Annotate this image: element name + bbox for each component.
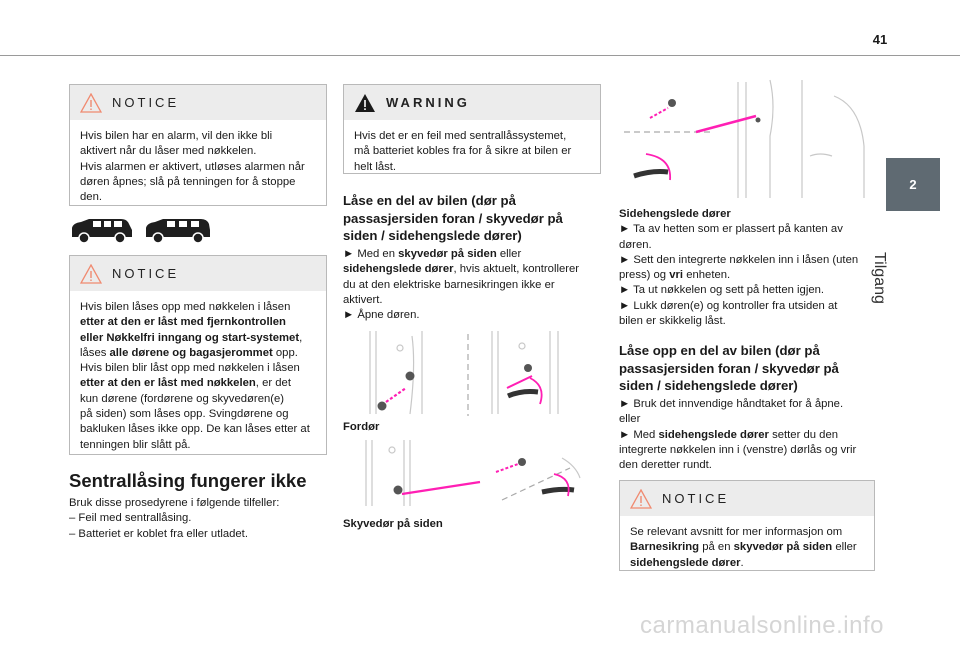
hinged-door-steps: Sidehengslede dører ► Ta av hetten som er plassert på kanten av døren. ► Sett den integrerte nøkkelen inn i låsen (uten press) og vri enheten. ► Ta ut nøkkelen og sett på hetten igjen. ► Lukk døren(e) og kontroller fra utsiden at bilen er skikkelig låst. [619, 207, 877, 329]
notice-line: sidehengslede dører. [630, 556, 744, 569]
warning-line: Hvis det er en feil med sentrallåssystemet, [354, 130, 567, 142]
notice-line: kun dørene (fordørene og skyvedøren(e) [80, 392, 285, 405]
list-item: – Batteriet er koblet fra eller utladet. [69, 527, 248, 540]
notice-line: den. [80, 191, 102, 204]
subsection-heading-unlock: Låse opp en del av bilen (dør på passasjersiden foran / skyvedør på siden / sidehengslede dører) [619, 343, 839, 393]
subsection-heading: Låse en del av bilen (dør på passasjersiden foran / skyvedør på siden / sidehengslede dører) [343, 193, 563, 243]
lock-instructions: ► Med en skyvedør på siden eller sidehengslede dører, hvis aktuelt, kontrollerer du at den elektriske barnesikringen ikke er aktivert. ► Åpne døren. [343, 248, 580, 322]
vehicle-van-long-icon [143, 216, 213, 244]
page-number: 41 [872, 32, 888, 47]
notice-line: Hvis alarmen er aktivert, utløses alarmen når [80, 160, 305, 173]
notice-line: Hvis bilen låses opp med nøkkelen i låsen [80, 301, 291, 313]
notice-line: bakluken låses ikke opp. De kan låses etter at [80, 423, 310, 436]
notice-line: etter at den er låst med fjernkontrollen [80, 316, 286, 329]
figure-caption-hinged: Sidehengslede dører [619, 208, 731, 220]
warning-label: WARNING [386, 95, 470, 110]
warning-triangle-icon [630, 489, 652, 509]
notice-line: på siden) som låses opp. Svingdørene og [80, 408, 289, 421]
warning-triangle-icon [354, 93, 376, 113]
front-door-lock-illustration [362, 326, 568, 416]
notice-line: Hvis bilen har en alarm, vil den ikke bli [80, 130, 273, 142]
section-intro: Bruk disse prosedyrene i følgende tilfeller: – Feil med sentrallåsing. – Batteriet er koblet fra eller utladet. [69, 496, 327, 542]
chapter-title: Tilgang [871, 252, 888, 304]
notice-line: Se relevant avsnitt for mer informasjon om [630, 526, 843, 538]
warning-line: helt låst. [354, 160, 397, 173]
notice-line: tenningen blir slått på. [80, 438, 191, 451]
warning-box [343, 84, 601, 174]
notice-line: etter at den er låst med nøkkelen, er det [80, 377, 291, 390]
watermark: carmanualsonline.info [640, 612, 884, 639]
warning-triangle-icon [80, 93, 102, 113]
vehicle-van-short-icon [69, 216, 135, 244]
notice-line: eller Nøkkelfri inngang og start-systemet, [80, 331, 303, 344]
notice-child-lock [619, 480, 875, 571]
sliding-door-lock-illustration [362, 438, 582, 508]
chapter-tab[interactable]: 2 [886, 158, 940, 211]
notice-line: Hvis bilen blir låst opp med nøkkelen i låsen [80, 362, 300, 375]
unlock-instructions: ► Bruk det innvendige håndtaket for å åpne. eller ► Med sidehengslede dører setter du den integrerte nøkkelen inn i (venstre) dørlås og vrir den deretter rundt. [619, 398, 857, 472]
list-item: – Feil med sentrallåsing. [69, 512, 192, 525]
figure-caption-front-door: Fordør [343, 421, 380, 433]
warning-line: må batteriet kobles fra for å sikre at bilen er [354, 145, 572, 158]
notice-label: NOTICE [662, 491, 730, 506]
hinged-door-lock-illustration [620, 76, 875, 200]
notice-label: NOTICE [112, 95, 180, 110]
warning-triangle-icon [80, 264, 102, 284]
notice-line: døren åpnes; slå på tenningen for å stoppe [80, 175, 296, 188]
notice-unlocking [69, 255, 327, 455]
notice-line: Barnesikring på en skyvedør på siden eller [630, 541, 857, 554]
notice-line: aktivert når du låser med nøkkelen. [80, 145, 257, 158]
section-heading: Sentrallåsing fungerer ikke [69, 470, 307, 491]
notice-label: NOTICE [112, 266, 180, 281]
header-rule [0, 55, 960, 56]
figure-caption-sliding-door: Skyvedør på siden [343, 518, 443, 530]
notice-alarm [69, 84, 327, 206]
notice-line: låses alle dørene og bagasjerommet opp. [80, 346, 298, 359]
